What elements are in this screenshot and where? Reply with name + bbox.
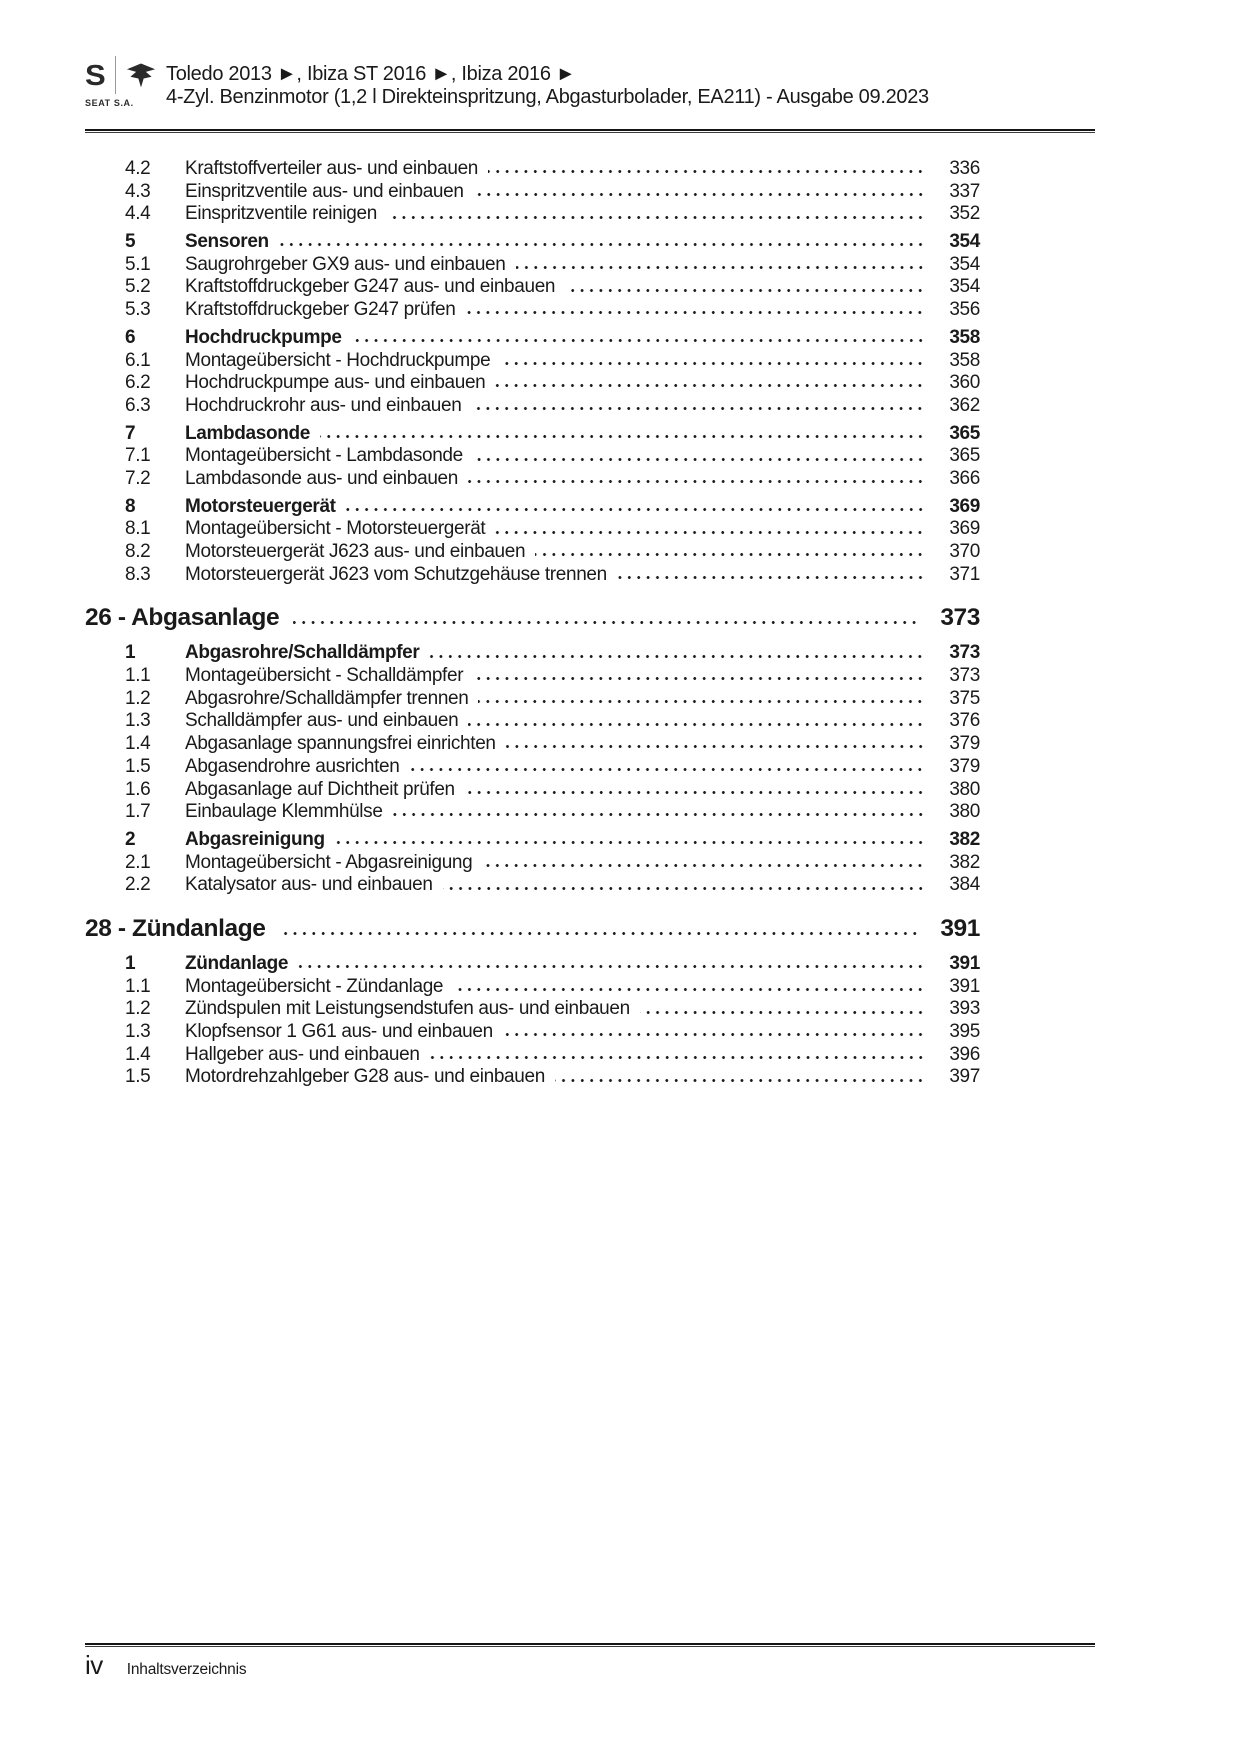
- toc-entry: [85, 350, 980, 373]
- toc-chapter-page: 391: [940, 914, 980, 942]
- toc-leader-dots: [409, 756, 927, 779]
- toc-entry-number: 8.1: [125, 518, 151, 540]
- page-footer: [85, 1650, 246, 1680]
- toc-entry-page: 379: [949, 755, 980, 777]
- toc-entry-title: Abgasrohre/Schalldämpfer: [185, 642, 420, 664]
- toc-entry-page: 384: [949, 874, 980, 896]
- toc-entry-number: 1.1: [125, 665, 151, 687]
- toc-leader-dots: [430, 1044, 927, 1067]
- toc-entry-title: Kraftstoffverteiler aus- und einbauen: [185, 158, 478, 179]
- toc-entry-number: 7.2: [125, 467, 151, 489]
- toc-entry: [85, 254, 980, 277]
- toc-entry-page: 393: [949, 998, 980, 1020]
- toc-entry-number: 6: [125, 326, 136, 348]
- toc-entry: [85, 874, 980, 897]
- toc-entry: [85, 953, 980, 976]
- toc-entry-number: 8.2: [125, 541, 151, 562]
- toc-entry-number: 8.3: [125, 563, 151, 585]
- toc-entry-number: 4.3: [125, 180, 151, 202]
- toc-leader-dots: [617, 564, 927, 587]
- toc-leader-dots: [565, 276, 927, 299]
- toc-entry: [85, 1021, 980, 1044]
- toc-entry-title: Zündspulen mit Leistungsendstufen aus- und einbauen: [185, 998, 630, 1020]
- toc-entry-page: 397: [949, 1066, 980, 1088]
- toc-entry: [85, 756, 980, 779]
- toc-leader-dots: [516, 254, 928, 277]
- header-subtitle-line: 4-Zyl. Benzinmotor (1,2 l Direkteinspritzung, Abgasturbolader, EA211) - Ausgabe 09.2023: [166, 86, 929, 108]
- toc-entry: [85, 998, 980, 1021]
- header-rule: [85, 129, 1095, 133]
- toc-leader-dots: [506, 733, 927, 756]
- toc-entry-title: Kraftstoffdruckgeber G247 prüfen: [185, 299, 456, 321]
- toc-leader-dots: [495, 372, 927, 395]
- toc-entry-title: Katalysator aus- und einbauen: [185, 874, 433, 896]
- toc-entry: [85, 829, 980, 852]
- company-name: SEAT S.A.: [85, 98, 134, 108]
- toc-entry-page: 373: [949, 665, 980, 687]
- seat-logo-icon: S: [85, 58, 105, 92]
- toc-entry-page: 396: [949, 1043, 980, 1065]
- toc-leader-dots: [443, 874, 927, 897]
- toc-entry-page: 369: [949, 518, 980, 540]
- toc-entry-page: 358: [949, 349, 980, 371]
- toc-entry: [85, 395, 980, 418]
- toc-entry-title: Hochdruckpumpe: [185, 326, 342, 348]
- toc-entry-number: 1.3: [125, 710, 151, 732]
- toc-entry: [85, 468, 980, 491]
- toc-entry-page: 373: [949, 642, 980, 664]
- toc-leader-dots: [640, 998, 927, 1021]
- toc-entry-number: 1: [125, 642, 136, 664]
- page-header: [85, 57, 929, 109]
- toc-chapter-label: 28 - Zündanlage: [85, 914, 266, 942]
- toc-entry-title: Hochdruckpumpe aus- und einbauen: [185, 372, 486, 394]
- toc-entry: [85, 445, 980, 468]
- toc-entry-number: 1.5: [125, 755, 151, 777]
- toc-leader-dots: [293, 603, 921, 633]
- toc-leader-dots: [478, 688, 927, 711]
- toc-entry-page: 391: [949, 952, 980, 974]
- toc-entry-title: Zündanlage: [185, 952, 289, 974]
- toc-leader-dots: [468, 468, 927, 491]
- toc-entry-number: 2.1: [125, 851, 151, 873]
- toc-entry-title: Abgasreinigung: [185, 828, 325, 850]
- toc-leader-dots: [503, 1021, 927, 1044]
- toc-entry-page: 356: [949, 299, 980, 321]
- toc-entry: [85, 541, 980, 564]
- toc-entry-number: 5.3: [125, 299, 151, 321]
- toc-entry-title: Abgasanlage auf Dichtheit prüfen: [185, 778, 455, 800]
- toc-entry-title: Einspritzventile aus- und einbauen: [185, 180, 464, 202]
- toc-entry-page: 379: [949, 733, 980, 755]
- logo-row: [85, 57, 163, 93]
- toc-entry-number: 2.2: [125, 874, 151, 896]
- toc-entry: [85, 733, 980, 756]
- toc-entry-number: 6.1: [125, 349, 151, 371]
- toc-entry-page: 375: [949, 687, 980, 709]
- toc-entry-title: Lambdasonde aus- und einbauen: [185, 467, 458, 489]
- toc-entry-title: Lambdasonde: [185, 422, 310, 444]
- toc-entry: [85, 779, 980, 802]
- toc-leader-dots: [471, 395, 927, 418]
- toc-entry-number: 1.3: [125, 1021, 151, 1042]
- toc-entry-number: 1.7: [125, 801, 151, 823]
- toc-entry-title: Montageübersicht - Zündanlage: [185, 975, 444, 997]
- toc-entry: [85, 688, 980, 711]
- toc-entry-page: 380: [949, 778, 980, 800]
- toc-leader-dots: [555, 1066, 927, 1089]
- toc-entry-page: 376: [949, 710, 980, 732]
- toc-entry: [85, 372, 980, 395]
- toc-chapter-heading: [85, 914, 980, 944]
- toc-entry-title: Motorsteuergerät J623 aus- und einbauen: [185, 541, 526, 562]
- toc-entry-page: 337: [949, 180, 980, 202]
- toc-entry: [85, 665, 980, 688]
- toc-entry-title: Hochdruckrohr aus- und einbauen: [185, 394, 462, 416]
- toc-entry: [85, 181, 980, 204]
- toc-entry: [85, 976, 980, 999]
- toc-leader-dots: [453, 976, 927, 999]
- toc-entry-number: 7.1: [125, 445, 151, 467]
- toc-entry-page: 391: [949, 975, 980, 997]
- toc-leader-dots: [298, 953, 927, 976]
- toc-chapter-page: 373: [940, 604, 980, 632]
- toc-entry-page: 354: [949, 253, 980, 275]
- toc-entry-page: 366: [949, 467, 980, 489]
- toc-leader-dots: [473, 665, 927, 688]
- logo-divider: [115, 56, 116, 94]
- header-models-line: Toledo 2013 ►, Ibiza ST 2016 ►, Ibiza 2016 ►: [166, 63, 576, 85]
- toc-entry-title: Motorsteuergerät: [185, 495, 336, 517]
- toc-leader-dots: [500, 350, 927, 373]
- toc-entry-number: 5.2: [125, 276, 151, 298]
- toc-leader-dots: [387, 203, 927, 226]
- toc-entry-title: Einspritzventile reinigen: [185, 203, 377, 225]
- toc-entry-page: 395: [949, 1021, 980, 1042]
- toc-entry: [85, 564, 980, 587]
- toc-entry: [85, 801, 980, 824]
- toc-entry-title: Montageübersicht - Abgasreinigung: [185, 851, 473, 873]
- toc-entry: [85, 158, 980, 181]
- toc-entry-number: 2: [125, 828, 136, 850]
- toc-leader-dots: [474, 181, 927, 204]
- toc-leader-dots: [468, 710, 927, 733]
- toc-entry: [85, 423, 980, 446]
- toc-entry-title: Abgasanlage spannungsfrei einrichten: [185, 733, 496, 755]
- toc-leader-dots: [495, 518, 927, 541]
- toc-entry-number: 1: [125, 952, 136, 974]
- table-of-contents: [85, 158, 980, 1089]
- toc-entry: [85, 496, 980, 519]
- toc-entry-title: Hallgeber aus- und einbauen: [185, 1043, 420, 1065]
- toc-entry-page: 354: [949, 231, 980, 253]
- toc-leader-dots: [482, 852, 927, 875]
- toc-entry-title: Klopfsensor 1 G61 aus- und einbauen: [185, 1021, 493, 1042]
- toc-entry-page: 360: [949, 372, 980, 394]
- toc-entry-page: 354: [949, 276, 980, 298]
- header-text-block: [163, 57, 929, 109]
- toc-entry-number: 4.2: [125, 158, 151, 179]
- toc-entry-number: 4.4: [125, 203, 151, 225]
- toc-leader-dots: [465, 299, 927, 322]
- toc-entry-page: 362: [949, 394, 980, 416]
- toc-leader-dots: [346, 496, 927, 519]
- toc-leader-dots: [429, 642, 927, 665]
- toc-chapter-heading: [85, 603, 980, 633]
- toc-entry-title: Abgasendrohre ausrichten: [185, 755, 400, 777]
- toc-leader-dots: [280, 914, 921, 944]
- toc-leader-dots: [465, 779, 927, 802]
- toc-entry: [85, 327, 980, 350]
- toc-entry-title: Motordrehzahlgeber G28 aus- und einbauen: [185, 1066, 545, 1088]
- toc-entry: [85, 518, 980, 541]
- toc-entry-title: Montageübersicht - Hochdruckpumpe: [185, 349, 491, 371]
- toc-entry-title: Saugrohrgeber GX9 aus- und einbauen: [185, 253, 506, 275]
- toc-entry-page: 382: [949, 828, 980, 850]
- toc-entry-title: Montageübersicht - Motorsteuergerät: [185, 518, 486, 540]
- toc-leader-dots: [535, 541, 927, 564]
- toc-entry-title: Einbaulage Klemmhülse: [185, 801, 383, 823]
- toc-entry-number: 1.4: [125, 1043, 151, 1065]
- toc-entry-title: Abgasrohre/Schalldämpfer trennen: [185, 687, 469, 709]
- toc-entry-number: 5.1: [125, 253, 151, 275]
- footer-page-number: iv: [85, 1650, 103, 1680]
- toc-entry: [85, 203, 980, 226]
- toc-entry-page: 369: [949, 495, 980, 517]
- toc-entry-title: Montageübersicht - Schalldämpfer: [185, 665, 464, 687]
- toc-entry: [85, 1066, 980, 1089]
- toc-entry: [85, 852, 980, 875]
- toc-entry-number: 1.4: [125, 733, 151, 755]
- toc-entry-title: Motorsteuergerät J623 vom Schutzgehäuse trennen: [185, 563, 607, 585]
- toc-entry-number: 6.2: [125, 372, 151, 394]
- toc-entry-page: 371: [949, 563, 980, 585]
- toc-entry-page: 365: [949, 422, 980, 444]
- footer-rule: [85, 1643, 1095, 1647]
- toc-entry: [85, 642, 980, 665]
- toc-entry: [85, 710, 980, 733]
- toc-entry-title: Sensoren: [185, 231, 269, 253]
- toc-entry-number: 8: [125, 495, 136, 517]
- toc-leader-dots: [320, 423, 927, 446]
- toc-entry: [85, 276, 980, 299]
- toc-entry-number: 1.2: [125, 998, 151, 1020]
- toc-leader-dots: [473, 445, 927, 468]
- toc-entry-page: 382: [949, 851, 980, 873]
- toc-entry-page: 380: [949, 801, 980, 823]
- toc-entry-page: 365: [949, 445, 980, 467]
- toc-entry-title: Schalldämpfer aus- und einbauen: [185, 710, 459, 732]
- toc-leader-dots: [393, 801, 927, 824]
- toc-entry-number: 1.5: [125, 1066, 151, 1088]
- toc-entry-number: 1.6: [125, 778, 151, 800]
- toc-entry-page: 358: [949, 326, 980, 348]
- toc-entry-title: Montageübersicht - Lambdasonde: [185, 445, 463, 467]
- toc-entry-number: 7: [125, 422, 136, 444]
- cupra-logo-icon: [125, 60, 157, 90]
- toc-entry-page: 370: [949, 541, 980, 562]
- toc-leader-dots: [335, 829, 927, 852]
- footer-section-title: Inhaltsverzeichnis: [126, 1661, 247, 1678]
- toc-entry-number: 1.2: [125, 687, 151, 709]
- toc-leader-dots: [488, 158, 927, 181]
- toc-entry: [85, 299, 980, 322]
- toc-entry-page: 352: [949, 203, 980, 225]
- toc-entry: [85, 231, 980, 254]
- toc-entry-title: Kraftstoffdruckgeber G247 aus- und einbauen: [185, 276, 556, 298]
- toc-leader-dots: [279, 231, 927, 254]
- brand-block: [85, 57, 163, 108]
- toc-entry-number: 5: [125, 231, 136, 253]
- toc-chapter-label: 26 - Abgasanlage: [85, 604, 280, 632]
- toc-entry-number: 1.1: [125, 975, 151, 997]
- toc-entry-number: 6.3: [125, 394, 151, 416]
- toc-entry: [85, 1044, 980, 1067]
- toc-leader-dots: [352, 327, 927, 350]
- toc-entry-page: 336: [949, 158, 980, 179]
